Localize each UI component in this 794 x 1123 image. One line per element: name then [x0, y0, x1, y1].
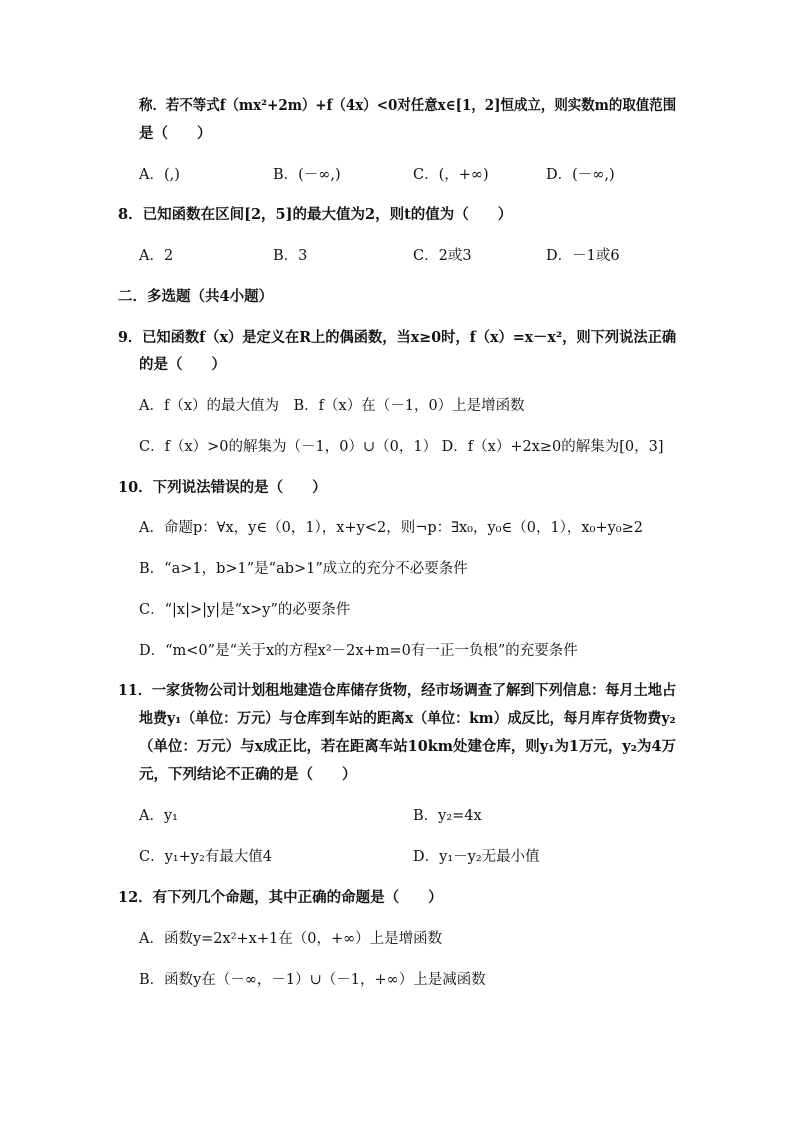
q11-option-b: B．y₂=4x	[413, 808, 482, 824]
q12-option-b: B．函数y在（－∞，－1）∪（－1，+∞）上是减函数	[139, 972, 486, 988]
q8-option-a: A．2	[139, 248, 174, 264]
q8-option-c: C．2或3	[413, 248, 472, 264]
q11-line4: 元，下列结论不正确的是（ ）	[139, 766, 357, 783]
q10-option-b: B．“a>1，b>1”是“ab>1”成立的充分不必要条件	[139, 561, 468, 577]
q11-line2: 地费y₁（单位：万元）与仓库到车站的距离x（单位：km）成反比，每月库存货物费y₂	[139, 710, 676, 727]
q10-option-a: A．命题p：∀x，y∈（0，1），x+y<2，则¬p：∃x₀，y₀∈（0，1），x₀+y₀≥2	[139, 520, 643, 536]
q7-line2: 是（ ）	[139, 125, 212, 142]
q9-line1: 9．已知函数f（x）是定义在R上的偶函数，当x≥0时，f（x）=x－x²，则下列说法正确	[118, 329, 677, 346]
q11-option-a: A．y₁	[139, 808, 178, 824]
q9-options-cd: C．f（x）>0的解集为（－1，0）∪（0，1） D．f（x）+2x≥0的解集为[0，3]	[139, 439, 664, 455]
q8-option-b: B．3	[273, 248, 308, 264]
q10-option-c: C．“|x|>|y|是“x>y”的必要条件	[139, 602, 351, 618]
q7-line1: 称．若不等式f（mx²+2m）+f（4x）<0对任意x∈[1，2]恒成立，则实数m的取值范围	[139, 97, 677, 114]
q10-option-d: D．“m<0”是“关于x的方程x²－2x+m=0有一正一负根”的充要条件	[139, 643, 578, 659]
q8-option-d: D．－1或6	[546, 248, 620, 264]
q9-options-ab: A．f（x）的最大值为 B．f（x）在（－1，0）上是增函数	[139, 398, 525, 414]
q12-line1: 12．有下列几个命题，其中正确的命题是（ ）	[118, 889, 443, 906]
q7-option-b: B．(－∞,)	[273, 167, 341, 183]
q11-line1: 11．一家货物公司计划租地建造仓库储存货物，经市场调查了解到下列信息：每月土地占	[118, 682, 677, 699]
q8-line1: 8．已知函数在区间[2，5]的最大值为2，则t的值为（ ）	[118, 206, 513, 223]
q11-line3: （单位：万元）与x成正比，若在距离车站10km处建仓库，则y₁为1万元，y₂为4万	[139, 738, 676, 755]
section-heading-multiple-choice: 二．多选题（共4小题）	[118, 288, 274, 305]
q7-option-a: A．(,)	[139, 167, 180, 183]
q9-line2: 的是（ ）	[139, 356, 226, 373]
q12-option-a: A．函数y=2x²+x+1在（0，+∞）上是增函数	[139, 931, 443, 947]
q7-option-c: C．(，+∞)	[413, 167, 489, 183]
q7-option-d: D．(－∞,)	[546, 167, 615, 183]
q11-option-d: D．y₁－y₂无最小值	[413, 849, 540, 865]
q11-option-c: C．y₁+y₂有最大值4	[139, 849, 272, 865]
q10-line1: 10．下列说法错误的是（ ）	[118, 479, 327, 496]
